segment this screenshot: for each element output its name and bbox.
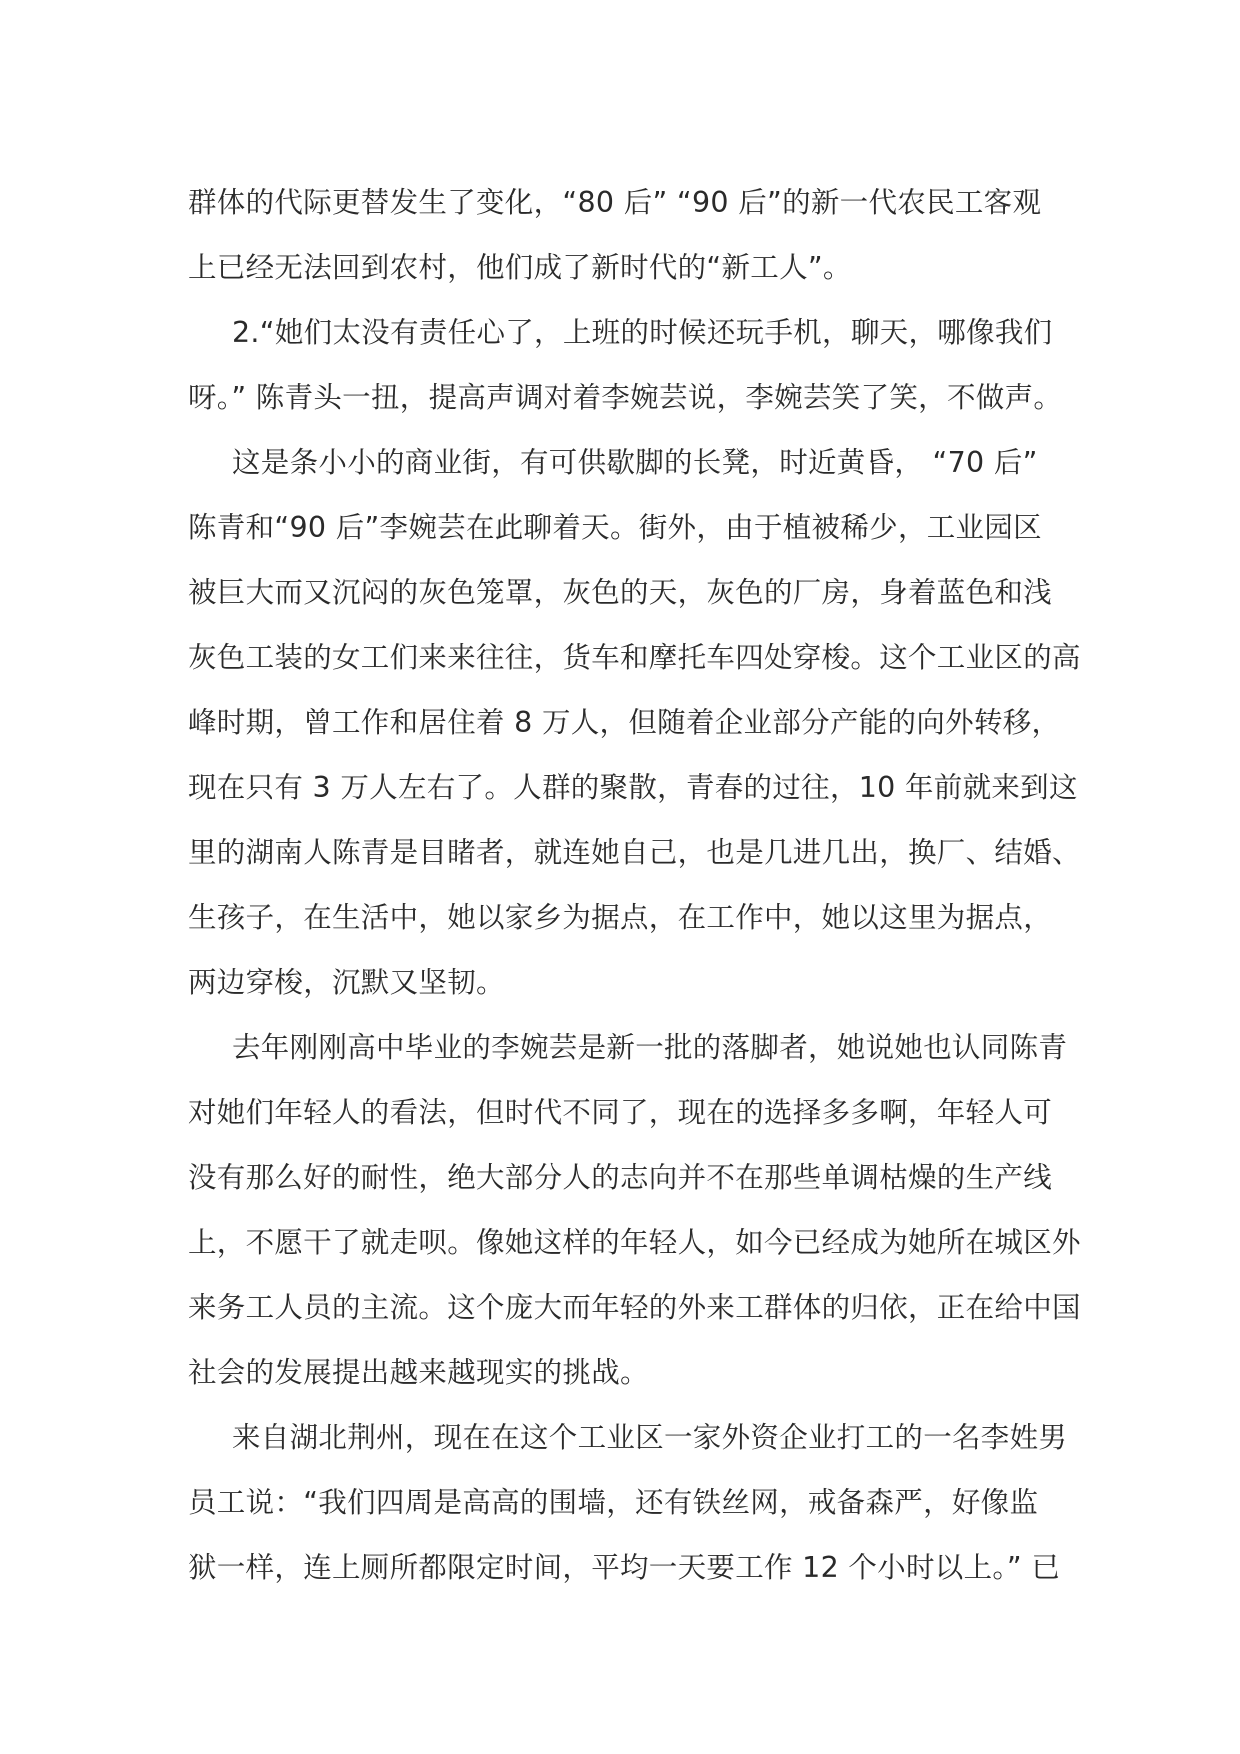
body-text xyxy=(188,170,1081,1600)
text-line-11: 里的湖南人陈青是目睹者，就连她自己，也是几进几出，换厂、结婚、 xyxy=(188,836,1081,869)
text-line-10: 现在只有 3 万人左右了。人群的聚散，青春的过往，10 年前就来到这 xyxy=(188,771,1078,804)
text-line-15: 对她们年轻人的看法，但时代不同了，现在的选择多多啊，年轻人可 xyxy=(188,1096,1053,1129)
text-line-1: 群体的代际更替发生了变化，“80 后” “90 后”的新一代农民工客观 xyxy=(188,186,1042,219)
text-line-21: 员工说：“我们四周是高高的围墙，还有铁丝网，戒备森严，好像监 xyxy=(188,1486,1039,1519)
text-line-4: 呀。” 陈青头一扭，提高声调对着李婉芸说，李婉芸笑了笑，不做声。 xyxy=(188,381,1063,414)
text-line-3: 2.“她们太没有责任心了，上班的时候还玩手机，聊天，哪像我们 xyxy=(232,316,1053,349)
text-line-20: 来自湖北荆州，现在在这个工业区一家外资企业打工的一名李姓男 xyxy=(232,1421,1068,1454)
text-line-13: 两边穿梭，沉默又坚韧。 xyxy=(188,966,505,999)
text-line-16: 没有那么好的耐性，绝大部分人的志向并不在那些单调枯燥的生产线 xyxy=(188,1161,1053,1194)
text-line-9: 峰时期，曾工作和居住着 8 万人，但随着企业部分产能的向外转移， xyxy=(188,706,1061,739)
text-line-18: 来务工人员的主流。这个庞大而年轻的外来工群体的归依，正在给中国 xyxy=(188,1291,1081,1324)
text-line-17: 上，不愿干了就走呗。像她这样的年轻人，如今已经成为她所在城区外 xyxy=(188,1226,1081,1259)
text-line-2: 上已经无法回到农村，他们成了新时代的“新工人”。 xyxy=(188,251,852,284)
text-line-6: 陈青和“90 后”李婉芸在此聊着天。街外，由于植被稀少，工业园区 xyxy=(188,511,1042,544)
text-line-19: 社会的发展提出越来越现实的挑战。 xyxy=(188,1356,649,1389)
text-line-8: 灰色工装的女工们来来往往，货车和摩托车四处穿梭。这个工业区的高 xyxy=(188,641,1081,674)
text-line-22: 狱一样，连上厕所都限定时间，平均一天要工作 12 个小时以上。” 已 xyxy=(188,1551,1061,1584)
text-line-14: 去年刚刚高中毕业的李婉芸是新一批的落脚者，她说她也认同陈青 xyxy=(232,1031,1068,1064)
text-line-5: 这是条小小的商业街，有可供歇脚的长凳，时近黄昏， “70 后” xyxy=(232,446,1038,479)
text-line-12: 生孩子，在生活中，她以家乡为据点，在工作中，她以这里为据点， xyxy=(188,901,1053,934)
text-line-7: 被巨大而又沉闷的灰色笼罩，灰色的天，灰色的厂房，身着蓝色和浅 xyxy=(188,576,1053,609)
